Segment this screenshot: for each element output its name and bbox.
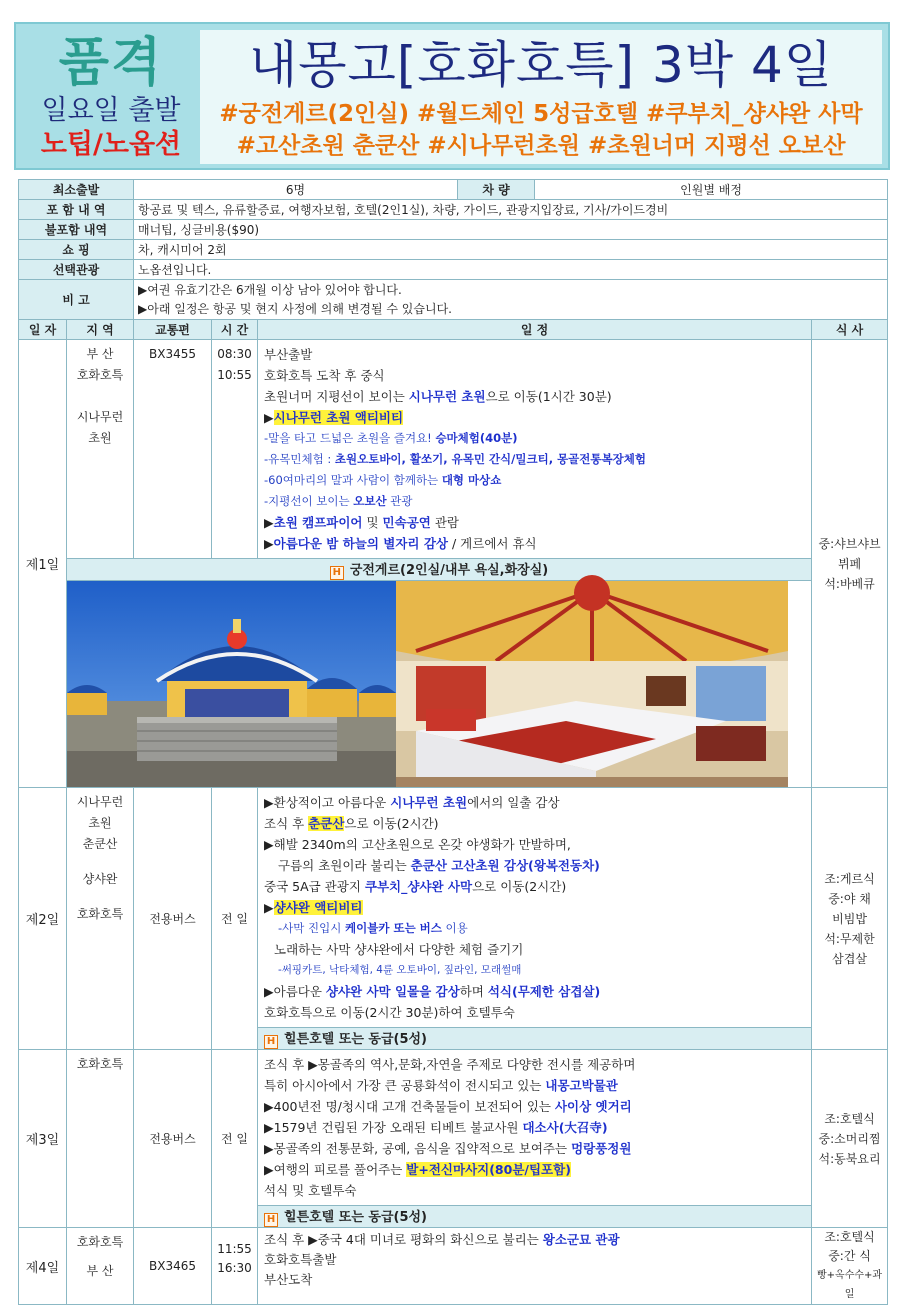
day1-time-1: 08:30 (217, 347, 252, 361)
day1-photo-row (19, 581, 888, 788)
day3-line-5: ▶몽골족의 전통문화, 공예, 음식을 집약적으로 보여주는 멍랑풍정원 (264, 1141, 632, 1156)
day1-line-2: 호화호특 도착 후 중식 (264, 368, 385, 383)
banner-left-block (26, 32, 196, 162)
exclude-value: 매너팁, 싱글비용($90) (134, 220, 888, 240)
day3-time: 전 일 (212, 1050, 258, 1228)
day4-place-1: 호화호특 (76, 1235, 124, 1249)
day2-line-2: 조식 후 춘쿤산으로 이동(2시간) (264, 816, 439, 831)
day2-line-5: 중국 5A급 관광지 쿠부치_샹샤완 사막으로 이동(2시간) (264, 879, 567, 894)
day3-meal-1: 조:호텔식 (824, 1111, 875, 1126)
day1-meal-2: 뷔페 (837, 556, 862, 571)
day4-time-2: 16:30 (217, 1261, 252, 1275)
info-row-include (19, 200, 888, 220)
shopping-label: 쇼 핑 (19, 240, 134, 260)
day3-itinerary (258, 1050, 812, 1206)
day2-place-4: 샹샤완 (82, 872, 118, 886)
header-banner (14, 22, 890, 170)
departure-day: 일요일 출발 (41, 95, 181, 126)
day3-line-6: ▶여행의 피로를 풀어주는 발+전신마사지(80분/팁포함) (264, 1162, 571, 1177)
day1-area (67, 340, 134, 559)
day4-meal-2: 중:간 식 (828, 1249, 871, 1263)
column-header-row (19, 320, 888, 340)
day2-place-3: 춘쿤산 (82, 837, 118, 851)
info-row-shopping (19, 240, 888, 260)
day2-place-1: 시나무런 (76, 795, 124, 809)
day1-line-4: ▶시나무런 초원 액티비티 (264, 410, 404, 425)
banner-title-block (200, 30, 882, 164)
day2-itinerary (258, 788, 812, 1028)
brand-label: 품격 (58, 33, 164, 93)
day1-place-4: 초원 (88, 431, 112, 445)
info-row-exclude (19, 220, 888, 240)
day2-line-8: 노래하는 사막 샹샤완에서 다양한 체험 즐기기 (274, 942, 524, 957)
header-itinerary: 일 정 (258, 320, 812, 340)
day1-meal-3: 석:바베큐 (824, 576, 875, 591)
day4-time-1: 11:55 (217, 1242, 252, 1256)
day2-meals (812, 788, 888, 1050)
note-line-1: ▶여권 유효기간은 6개월 이상 남아 있어야 합니다. (138, 282, 402, 297)
day1-line-3: 초원너머 지평선이 보이는 시나무런 초원으로 이동(1시간 30분) (264, 389, 612, 404)
day3-label: 제3일 (19, 1050, 67, 1228)
header-area: 지 역 (67, 320, 134, 340)
day3-transport: 전용버스 (134, 1050, 212, 1228)
day1-hotel (67, 559, 812, 581)
day4-line-2: 호화호특출발 (264, 1252, 337, 1267)
min-value: 6명 (134, 180, 458, 200)
day4-line-1: 조식 후 ▶중국 4대 미녀로 평화의 화신으로 불리는 왕소군묘 관광 (264, 1232, 620, 1247)
day1-line-7: -60여마리의 말과 사람이 함께하는 대형 마상쇼 (264, 473, 502, 487)
info-row-min (19, 180, 888, 200)
hotel-icon: H (330, 566, 344, 580)
day3-line-3: ▶400년전 명/청시대 고개 건축물들이 보전되어 있는 사이상 옛거리 (264, 1099, 632, 1114)
day4-meal-3: 빵+옥수수+과일 (817, 1270, 883, 1300)
optional-label: 선택관광 (19, 260, 134, 280)
day1-meals (812, 340, 888, 788)
include-label: 포 함 내 역 (19, 200, 134, 220)
day2-hotel (258, 1028, 812, 1050)
day3-line-1: 조식 후 ▶몽골족의 역사,문화,자연을 주제로 다양한 전시를 제공하며 (264, 1057, 636, 1072)
day1-line-9: ▶초원 캠프파이어 및 민속공연 관람 (264, 515, 459, 530)
day2-line-10: ▶아름다운 샹샤완 사막 일몰을 감상하며 석식(무제한 삼겹살) (264, 984, 601, 999)
header-meal: 식 사 (812, 320, 888, 340)
day4-itinerary (258, 1228, 812, 1305)
day2-line-11: 호화호특으로 이동(2시간 30분)하여 호텔투숙 (264, 1005, 515, 1020)
day2-transport: 전용버스 (134, 788, 212, 1050)
day3-hotel (258, 1206, 812, 1228)
day3-line-4: ▶1579년 건립된 가장 오래된 티베트 불교사원 대소사(大召寺) (264, 1120, 608, 1135)
info-row-note (19, 280, 888, 320)
note-line-2: ▶아래 일정은 항공 및 현지 사정에 의해 변경될 수 있습니다. (138, 301, 452, 316)
tagline-1: #궁전게르(2인실) #월드체인 5성급호텔 #쿠부치_샹샤완 사막 (219, 101, 863, 127)
day2-place-2: 초원 (88, 816, 112, 830)
day4-times (212, 1228, 258, 1305)
header-transport: 교통편 (134, 320, 212, 340)
tagline-2: #고산초원 춘쿤산 #시나무런초원 #초원너머 지평선 오보산 (236, 133, 846, 159)
day2-time: 전 일 (212, 788, 258, 1050)
day1-row (19, 340, 888, 559)
day1-line-8: -지평선이 보이는 오보산 관광 (264, 494, 413, 508)
schedule-table (18, 179, 888, 1305)
day4-line-3: 부산도착 (264, 1272, 313, 1287)
day1-line-1: 부산출발 (264, 347, 313, 362)
day1-hotel-name: 궁전게르(2인실/내부 욕실,화장실) (349, 563, 549, 578)
day1-times (212, 340, 258, 559)
day3-row (19, 1050, 888, 1206)
day2-line-3: ▶해발 2340m의 고산초원으로 온갖 야생화가 만발하며, (264, 837, 571, 852)
day3-area: 호화호특 (67, 1050, 134, 1228)
day1-itinerary (258, 340, 812, 559)
page-title: 내몽고[호화호특] 3박 4일 (248, 36, 834, 94)
note-value (134, 280, 888, 320)
day2-meal-5: 삼겹살 (832, 951, 867, 966)
day4-row (19, 1228, 888, 1305)
day4-meals (812, 1228, 888, 1305)
ger-interior-photo (396, 581, 788, 787)
vehicle-label: 차 량 (458, 180, 535, 200)
day3-meal-2: 중:소머리찜 (818, 1131, 881, 1146)
day2-line-6: ▶샹샤완 액티비티 (264, 900, 363, 915)
day2-area (67, 788, 134, 1050)
optional-value: 노옵션입니다. (134, 260, 888, 280)
day1-label: 제1일 (19, 340, 67, 788)
hotel-icon: H (264, 1035, 278, 1049)
day4-flight: BX3465 (134, 1228, 212, 1305)
day2-line-1: ▶환상적이고 아름다운 시나무런 초원에서의 일출 감상 (264, 795, 560, 810)
day1-time-2: 10:55 (217, 368, 252, 382)
day4-area (67, 1228, 134, 1305)
header-day: 일 자 (19, 320, 67, 340)
day3-line-2: 특히 아시아에서 가장 큰 공룡화석이 전시되고 있는 내몽고박물관 (264, 1078, 618, 1093)
day1-photos (67, 581, 812, 788)
day3-hotel-name: 힐튼호텔 또는 동급(5성) (284, 1210, 428, 1225)
day1-place-1: 부 산 (86, 347, 114, 361)
day4-label: 제4일 (19, 1228, 67, 1305)
day1-hotel-row (19, 559, 888, 581)
day1-place-3: 시나무런 (76, 410, 124, 424)
vehicle-value: 인원별 배정 (535, 180, 888, 200)
day3-meal-3: 석:동북요리 (818, 1151, 881, 1166)
day4-meal-1: 조:호텔식 (824, 1230, 875, 1244)
day2-line-9: -써핑카트, 낙타체험, 4륜 오토바이, 짚라인, 모래썰매 (278, 964, 522, 976)
no-tip-no-option: 노팁/노옵션 (40, 129, 182, 160)
day1-flight: BX3455 (134, 340, 212, 559)
day2-meal-2: 중:야 채 (828, 891, 871, 906)
include-value: 항공료 및 텍스, 유류할증료, 여행자보험, 호텔(2인1실), 차량, 가이드, 관광지입장료, 기사/가이드경비 (134, 200, 888, 220)
hotel-icon: H (264, 1213, 278, 1227)
note-label: 비 고 (19, 280, 134, 320)
day1-line-6: -유목민체험 : 초원오토바이, 활쏘기, 유목민 간식/밀크티, 몽골전통복장체험 (264, 452, 646, 466)
exclude-label: 불포함 내역 (19, 220, 134, 240)
day2-meal-3: 비빔밥 (832, 911, 867, 926)
day2-place-5: 호화호특 (76, 907, 124, 921)
day2-hotel-name: 힐튼호텔 또는 동급(5성) (284, 1032, 428, 1047)
min-label: 최소출발 (19, 180, 134, 200)
day2-meal-4: 석:무제한 (824, 931, 875, 946)
day1-meal-1: 중:샤브샤브 (818, 536, 881, 551)
day2-meal-1: 조:게르식 (824, 871, 875, 886)
day2-line-7: -사막 진입시 케이블카 또는 버스 이용 (278, 921, 468, 935)
ger-exterior-photo (67, 581, 396, 787)
day2-row (19, 788, 888, 1028)
day2-label: 제2일 (19, 788, 67, 1050)
day1-place-2: 호화호특 (76, 368, 124, 382)
header-time: 시 간 (212, 320, 258, 340)
day3-line-7: 석식 및 호텔투숙 (264, 1183, 357, 1198)
day4-place-2: 부 산 (86, 1264, 114, 1278)
day1-line-10: ▶아름다운 밤 하늘의 별자리 감상 / 게르에서 휴식 (264, 536, 537, 551)
day3-meals (812, 1050, 888, 1228)
info-row-optional (19, 260, 888, 280)
shopping-value: 차, 캐시미어 2회 (134, 240, 888, 260)
day1-line-5: -말을 타고 드넓은 초원을 즐겨요! 승마체험(40분) (264, 431, 518, 445)
day2-line-4: 구름의 초원이라 불리는 춘쿤산 고산초원 감상(왕복전동차) (278, 858, 600, 873)
